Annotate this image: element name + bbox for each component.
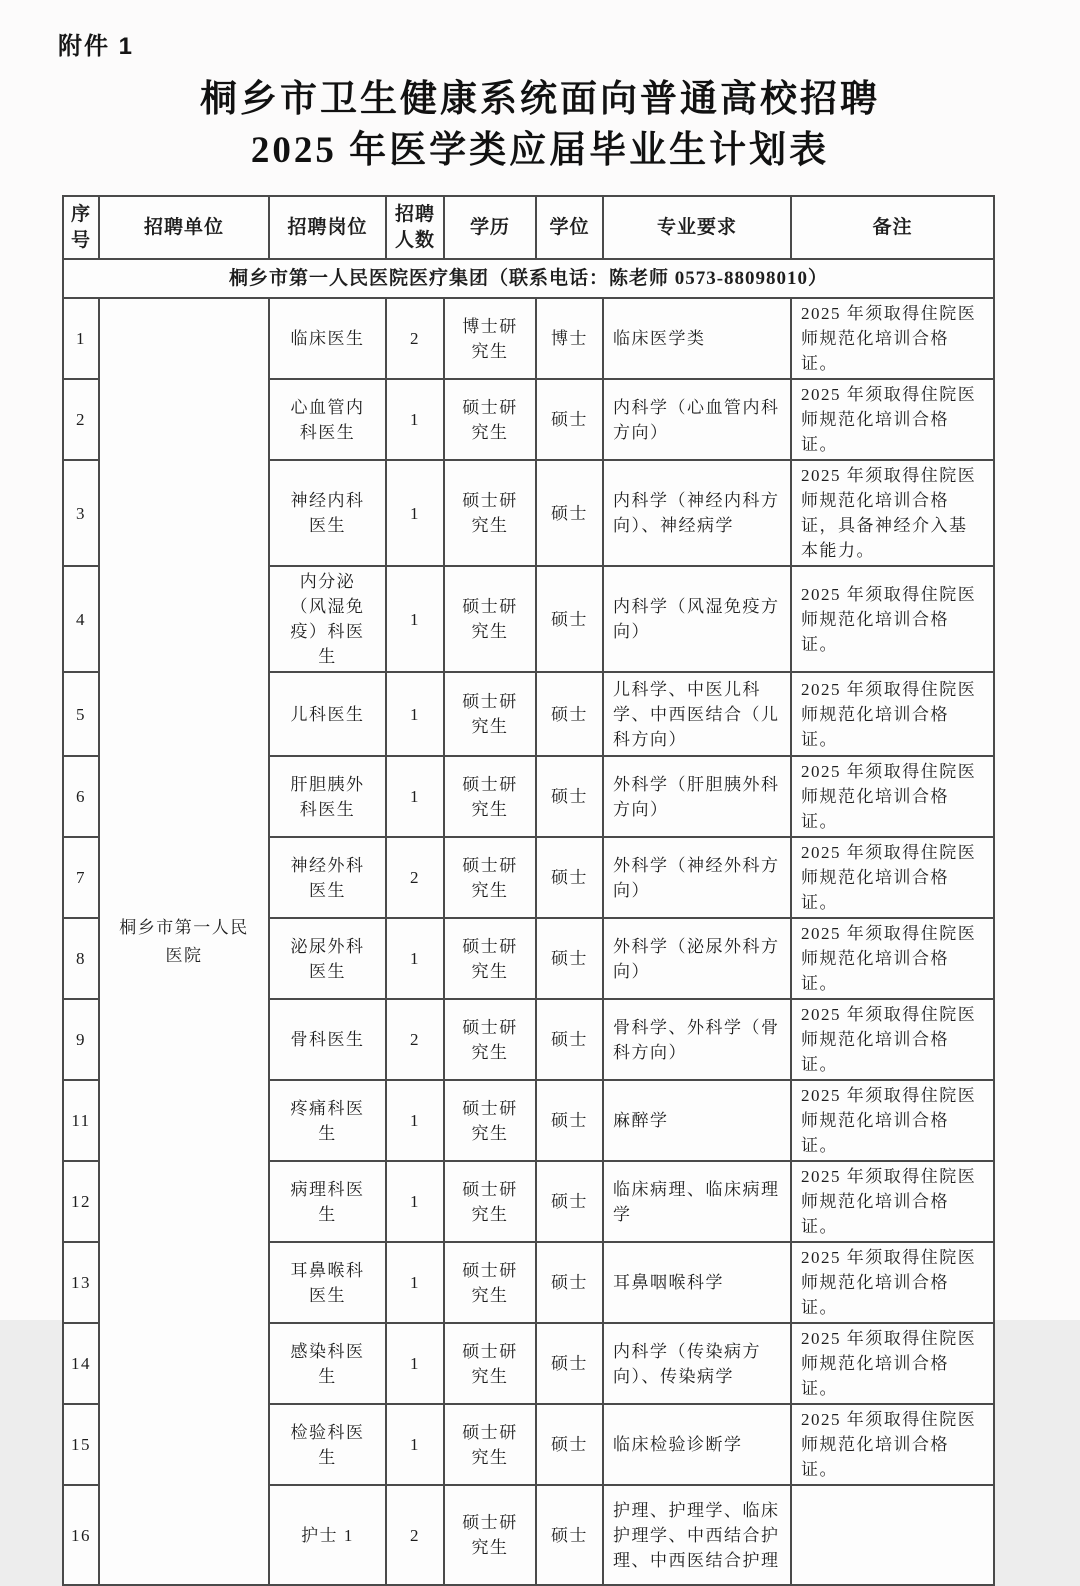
cell-count: 2 (386, 837, 444, 918)
cell-remark: 2025 年须取得住院医师规范化培训合格证。 (791, 1242, 994, 1323)
cell-major: 内科学（风湿免疫方向） (603, 566, 791, 672)
cell-count: 1 (386, 756, 444, 837)
table-body (63, 259, 994, 1585)
cell-position: 神经内科医生 (269, 460, 386, 566)
cell-degree: 硕士 (536, 918, 603, 999)
page-title (0, 74, 1080, 176)
cell-count: 1 (386, 1242, 444, 1323)
table-row (63, 298, 994, 379)
cell-degree: 硕士 (536, 1080, 603, 1161)
cell-remark: 2025 年须取得住院医师规范化培训合格证，具备神经介入基本能力。 (791, 460, 994, 566)
cell-position: 神经外科医生 (269, 837, 386, 918)
cell-count: 2 (386, 1485, 444, 1585)
group-header-cell: 桐乡市第一人民医院医疗集团（联系电话：陈老师 0573-88098010） (63, 259, 994, 298)
cell-no: 16 (63, 1485, 99, 1585)
col-header-remark: 备注 (791, 196, 994, 259)
cell-remark: 2025 年须取得住院医师规范化培训合格证。 (791, 672, 994, 756)
page-title-line-1: 桐乡市卫生健康系统面向普通高校招聘 (200, 79, 880, 120)
cell-position: 疼痛科医生 (269, 1080, 386, 1161)
cell-position: 病理科医生 (269, 1161, 386, 1242)
cell-remark: 2025 年须取得住院医师规范化培训合格证。 (791, 837, 994, 918)
col-header-education: 学历 (444, 196, 536, 259)
cell-count: 1 (386, 1161, 444, 1242)
cell-major: 临床检验诊断学 (603, 1404, 791, 1485)
cell-degree: 硕士 (536, 1404, 603, 1485)
cell-count: 1 (386, 1323, 444, 1404)
cell-no: 12 (63, 1161, 99, 1242)
cell-position: 感染科医生 (269, 1323, 386, 1404)
cell-degree: 硕士 (536, 566, 603, 672)
col-header-position: 招聘岗位 (269, 196, 386, 259)
cell-no: 9 (63, 999, 99, 1080)
cell-education: 硕士研究生 (444, 672, 536, 756)
cell-count: 1 (386, 1080, 444, 1161)
cell-count: 1 (386, 566, 444, 672)
cell-remark: 2025 年须取得住院医师规范化培训合格证。 (791, 1161, 994, 1242)
cell-degree: 硕士 (536, 1485, 603, 1585)
cell-recruiting-unit (99, 298, 269, 1585)
cell-degree: 硕士 (536, 1323, 603, 1404)
cell-no: 5 (63, 672, 99, 756)
attachment-label: 附件 1 (58, 33, 135, 60)
recruiting-unit-name: 桐乡市第一人民医院 (119, 917, 249, 965)
cell-position: 儿科医生 (269, 672, 386, 756)
cell-major: 麻醉学 (603, 1080, 791, 1161)
cell-degree: 硕士 (536, 756, 603, 837)
cell-major: 临床医学类 (603, 298, 791, 379)
cell-position: 检验科医生 (269, 1404, 386, 1485)
cell-major: 外科学（肝胆胰外科方向） (603, 756, 791, 837)
cell-no: 4 (63, 566, 99, 672)
cell-remark: 2025 年须取得住院医师规范化培训合格证。 (791, 918, 994, 999)
cell-remark: 2025 年须取得住院医师规范化培训合格证。 (791, 379, 994, 460)
page-title-line-2: 2025 年医学类应届毕业生计划表 (250, 130, 830, 171)
cell-remark (791, 1485, 994, 1585)
cell-remark: 2025 年须取得住院医师规范化培训合格证。 (791, 1404, 994, 1485)
cell-position: 肝胆胰外科医生 (269, 756, 386, 837)
col-header-no: 序号 (63, 196, 99, 259)
cell-remark: 2025 年须取得住院医师规范化培训合格证。 (791, 298, 994, 379)
cell-remark: 2025 年须取得住院医师规范化培训合格证。 (791, 1323, 994, 1404)
cell-no: 15 (63, 1404, 99, 1485)
col-header-unit: 招聘单位 (99, 196, 269, 259)
cell-education: 硕士研究生 (444, 566, 536, 672)
cell-degree: 硕士 (536, 1242, 603, 1323)
cell-count: 2 (386, 999, 444, 1080)
cell-position: 泌尿外科医生 (269, 918, 386, 999)
cell-degree: 硕士 (536, 672, 603, 756)
cell-no: 2 (63, 379, 99, 460)
cell-count: 1 (386, 460, 444, 566)
cell-no: 14 (63, 1323, 99, 1404)
cell-education: 博士研究生 (444, 298, 536, 379)
cell-degree: 硕士 (536, 837, 603, 918)
cell-no: 3 (63, 460, 99, 566)
cell-major: 内科学（传染病方向）、传染病学 (603, 1323, 791, 1404)
cell-education: 硕士研究生 (444, 1404, 536, 1485)
cell-education: 硕士研究生 (444, 1080, 536, 1161)
cell-position: 内分泌（风湿免疫）科医生 (269, 566, 386, 672)
col-header-major: 专业要求 (603, 196, 791, 259)
cell-education: 硕士研究生 (444, 379, 536, 460)
cell-education: 硕士研究生 (444, 1485, 536, 1585)
cell-no: 7 (63, 837, 99, 918)
cell-no: 6 (63, 756, 99, 837)
cell-major: 护理、护理学、临床护理学、中西结合护理、中西医结合护理 (603, 1485, 791, 1585)
cell-no: 8 (63, 918, 99, 999)
cell-count: 1 (386, 918, 444, 999)
header-row (63, 196, 994, 259)
cell-education: 硕士研究生 (444, 1161, 536, 1242)
cell-education: 硕士研究生 (444, 837, 536, 918)
cell-major: 外科学（泌尿外科方向） (603, 918, 791, 999)
cell-degree: 硕士 (536, 379, 603, 460)
cell-position: 骨科医生 (269, 999, 386, 1080)
cell-major: 内科学（神经内科方向）、神经病学 (603, 460, 791, 566)
cell-major: 耳鼻咽喉科学 (603, 1242, 791, 1323)
recruitment-table (62, 195, 995, 1586)
cell-no: 1 (63, 298, 99, 379)
cell-remark: 2025 年须取得住院医师规范化培训合格证。 (791, 1080, 994, 1161)
cell-count: 1 (386, 379, 444, 460)
cell-major: 骨科学、外科学（骨科方向） (603, 999, 791, 1080)
cell-count: 1 (386, 672, 444, 756)
cell-position: 耳鼻喉科医生 (269, 1242, 386, 1323)
cell-count: 1 (386, 1404, 444, 1485)
cell-no: 11 (63, 1080, 99, 1161)
cell-education: 硕士研究生 (444, 918, 536, 999)
cell-no: 13 (63, 1242, 99, 1323)
cell-remark: 2025 年须取得住院医师规范化培训合格证。 (791, 756, 994, 837)
cell-major: 儿科学、中医儿科学、中西医结合（儿科方向） (603, 672, 791, 756)
cell-position: 临床医生 (269, 298, 386, 379)
cell-count: 2 (386, 298, 444, 379)
cell-education: 硕士研究生 (444, 1242, 536, 1323)
cell-major: 外科学（神经外科方向） (603, 837, 791, 918)
cell-education: 硕士研究生 (444, 460, 536, 566)
cell-position: 护士 1 (269, 1485, 386, 1585)
cell-remark: 2025 年须取得住院医师规范化培训合格证。 (791, 566, 994, 672)
cell-education: 硕士研究生 (444, 756, 536, 837)
cell-position: 心血管内科医生 (269, 379, 386, 460)
cell-degree: 博士 (536, 298, 603, 379)
cell-major: 内科学（心血管内科方向） (603, 379, 791, 460)
cell-education: 硕士研究生 (444, 999, 536, 1080)
cell-remark: 2025 年须取得住院医师规范化培训合格证。 (791, 999, 994, 1080)
cell-degree: 硕士 (536, 460, 603, 566)
cell-education: 硕士研究生 (444, 1323, 536, 1404)
cell-degree: 硕士 (536, 1161, 603, 1242)
col-header-degree: 学位 (536, 196, 603, 259)
col-header-count: 招聘人数 (386, 196, 444, 259)
cell-major: 临床病理、临床病理学 (603, 1161, 791, 1242)
group-header-row (63, 259, 994, 298)
cell-degree: 硕士 (536, 999, 603, 1080)
